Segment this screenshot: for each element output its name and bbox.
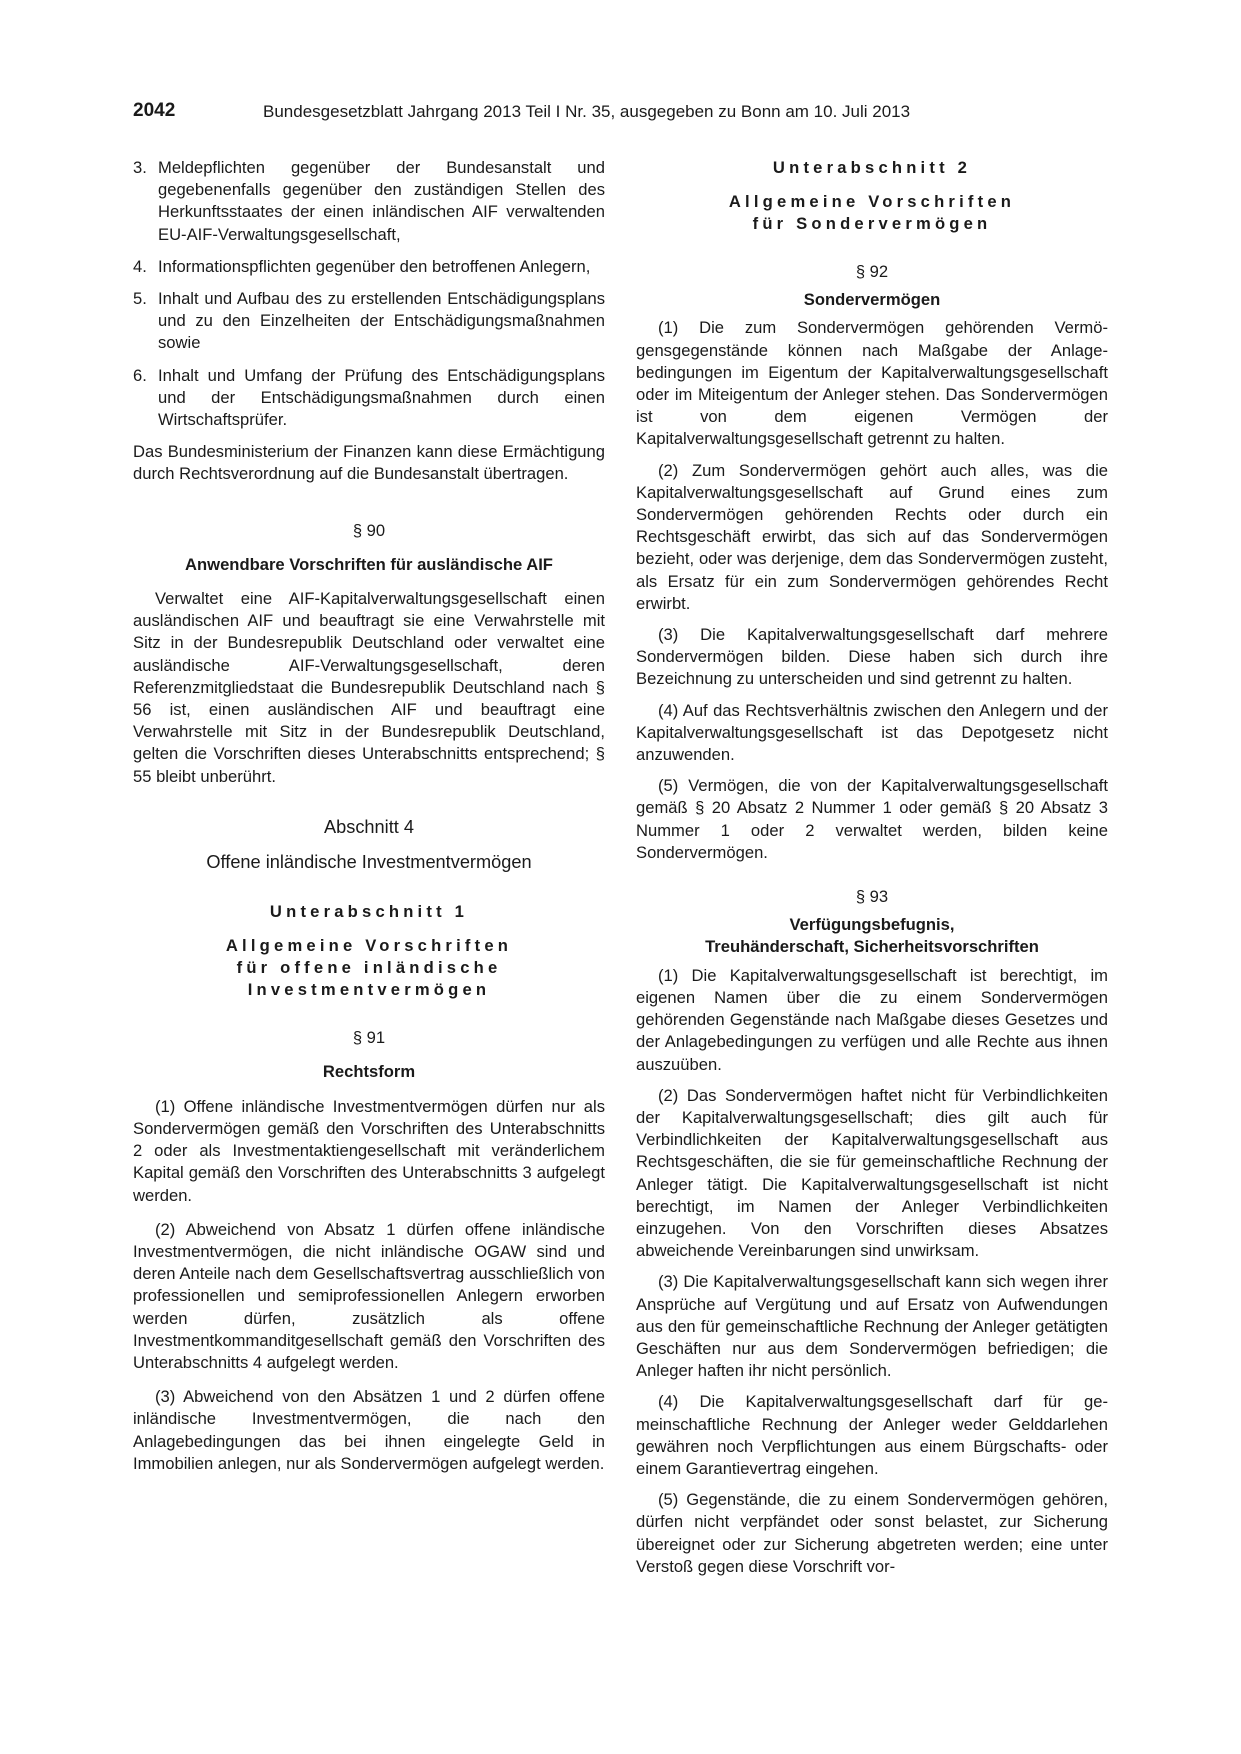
page-header — [133, 100, 1103, 130]
section-92-paragraph: (2) Zum Sondervermögen gehört auch alles, was die Kapitalverwaltungsgesellschaft auf Grund eines zum Sondervermögen gehörenden Rechts oder durch ein Rechtsgeschäft erwirbt, das sich auf das Sondervermögen bezieht, oder was derjenige, dem das Sondervermögen zusteht, als Ersatz für ein zum Sondervermögen gehörendes Recht erwirbt. — [636, 460, 1108, 613]
abschnitt-title: Offene inländische Investmentvermögen — [206, 852, 532, 873]
list-item — [133, 256, 605, 278]
page-number: 2042 — [133, 100, 176, 121]
unterabschnitt-1-title-line-2: für offene inländische — [236, 958, 502, 978]
section-92-paragraph: (1) Die zum Sondervermögen gehörenden Vermögensgegenstände können nach Maßgabe der Anlagebedingungen im Eigentum der Kapitalverwaltungsgesellschaft oder im Miteigentum der Anleger stehen. Das Sondervermögen ist von dem eigenen Vermögen der Kapitalverwaltungsgesellschaft getrennt zu halten. — [636, 318, 1108, 449]
section-93-paragraph: (4) Die Kapitalverwaltungsgesellschaft darf für gemeinschaftliche Rechnung der Anleger weder Gelddarlehen gewähren noch Verpflichtungen aus einem Bürgschafts- oder einem Garantievertrag eingehen. — [636, 1392, 1108, 1478]
list-item-text: Inhalt und Umfang der Prüfung des Entschädigungsplans und der Entschädigungsmaßnahmen durch einen Wirtschaftsprüfer. — [158, 365, 605, 430]
running-title: Bundesgesetzblatt Jahrgang 2013 Teil I Nr. 35, ausgegeben zu Bonn am 10. Juli 2013 — [263, 102, 911, 121]
list-item — [133, 365, 605, 432]
section-90-text: Verwaltet eine AIF-Kapitalverwaltungsgesellschaft einen ausländischen AIF und beauftragt sie eine Verwahrstelle mit Sitz in der Bundesrepublik Deutschland oder verwaltet eine ausländische AIF-Verwaltungsgesellschaft, deren Referenzmitgliedstaat die Bundesrepublik Deutschland nach § 56 ist, einen ausländischen AIF und beauftragt eine Verwahrstelle mit Sitz in der Bundesrepublik Deutschland, gelten die Vorschriften dieses Unterabschnitts entsprechend; § 55 bleibt unberührt. — [133, 589, 605, 786]
unterabschnitt-2-title-line-1: Allgemeine Vorschriften — [728, 192, 1016, 211]
unterabschnitt-1-title-line-1: Allgemeine Vorschriften — [225, 936, 513, 956]
right-column — [636, 157, 1108, 1587]
list-item-text: Informationspflichten gegenüber den betroffenen Anlegern, — [158, 256, 591, 276]
section-93-number: § 93 — [855, 887, 889, 907]
section-91-title: Rechtsform — [322, 1062, 416, 1082]
list-item — [133, 157, 605, 246]
section-92-number: § 92 — [855, 262, 889, 281]
section-91-paragraph: (2) Abweichend von Absatz 1 dürfen offene inländische Investmentvermögen, die nicht inländische OGAW sind und deren Anteile nach dem Gesellschaftsvertrag ausschließlich von professionellen und semiprofessionellen Anlegern erworben werden dürfen, zusätzlich als offene Investmentkommanditgesellschaft gemäß den Vorschriften des Unterabschnitts 4 aufgelegt werden. — [133, 1219, 605, 1372]
list-item-number: 5. — [133, 289, 147, 309]
section-93-title-line-1: Verfügungsbefugnis, — [789, 915, 955, 935]
section-92-paragraph: (3) Die Kapitalverwaltungsgesellschaft darf mehrere Sondervermögen bilden. Diese haben sich durch ihre Bezeichnung zu unterscheiden und sind getrennt zu halten. — [636, 625, 1108, 689]
abschnitt-heading: Abschnitt 4 — [324, 816, 414, 837]
unterabschnitt-2-title-line-2: für Sondervermögen — [752, 214, 992, 233]
section-90-title: Anwendbare Vorschriften für ausländische AIF — [185, 554, 553, 574]
list-item-number: 3. — [133, 158, 147, 177]
list-item-text: Meldepflichten gegenüber der Bundesanstalt und gegebenenfalls gegenüber den zuständigen Stellen des Herkunftsstaates der einen inländischen AIF verwaltenden EU-AIF-Verwaltungsgesellschaft, — [158, 158, 605, 244]
list-item — [133, 288, 605, 355]
unterabschnitt-2-heading: Unterabschnitt 2 — [772, 158, 972, 177]
delegation-items-list — [133, 157, 605, 431]
section-91-paragraph: (3) Abweichend von den Absätzen 1 und 2 dürfen offene inländische Investmentvermögen, die nach den Anlagebedingungen das bei ihnen eingelegte Geld in Immobilien anlegen, nur als Sondervermögen aufgelegt werden. — [133, 1387, 605, 1473]
section-91-paragraph: (1) Offene inländische Investmentvermögen dürfen nur als Sondervermögen gemäß den Vorschriften des Unterabschnitts 2 oder als Investmentaktiengesellschaft mit veränderlichem Kapital gemäß den Vorschriften des Unterabschnitts 3 aufgelegt werden. — [133, 1096, 605, 1205]
list-item-number: 4. — [133, 256, 147, 276]
unterabschnitt-1-heading: Unterabschnitt 1 — [269, 902, 469, 922]
section-91-number: § 91 — [352, 1028, 386, 1048]
section-93-paragraph: (1) Die Kapitalverwaltungsgesellschaft ist berechtigt, im eigenen Namen über die zu einem Sondervermögen gehörenden Gegenstände nach Maßgabe dieses Gesetzes und der Anlagebedingungen zu verfügen und alle Rechte aus ihnen auszuüben. — [636, 965, 1108, 1074]
delegation-paragraph: Das Bundesministerium der Finanzen kann diese Ermächtigung durch Rechtsverordnung auf die Bundesanstalt übertragen. — [133, 442, 605, 484]
list-item-text: Inhalt und Aufbau des zu erstellenden Entschädigungsplans und zu den Einzelheiten der Entschädigungsmaßnahmen sowie — [158, 289, 605, 353]
section-93-paragraph: (5) Gegenstände, die zu einem Sondervermögen gehören, dürfen nicht verpfändet oder sonst belastet, zur Sicherung übereignet oder zur Sicherung abgetreten werden; eine unter Verstoß gegen diese Vorschrift vor- — [636, 1490, 1108, 1576]
section-92-paragraph: (5) Vermögen, die von der Kapitalverwaltungsgesellschaft gemäß § 20 Absatz 2 Nummer 1 oder gemäß § 20 Absatz 3 Nummer 1 oder 2 verwaltet werden, bilden keine Sondervermögen. — [636, 776, 1108, 862]
list-item-number: 6. — [133, 365, 147, 385]
unterabschnitt-1-title-line-3: Investmentvermögen — [247, 980, 491, 1000]
section-93-title-line-2: Treuhänderschaft, Sicherheitsvorschriften — [705, 937, 1039, 957]
section-90-number: § 90 — [352, 520, 386, 540]
section-92-title: Sondervermögen — [803, 290, 941, 310]
section-92-paragraph: (4) Auf das Rechtsverhältnis zwischen den Anlegern und der Kapitalverwaltungsgesellschaft ist das Depotgesetz nicht anzuwenden. — [636, 700, 1108, 765]
left-column — [133, 157, 605, 1484]
section-93-paragraph: (2) Das Sondervermögen haftet nicht für Verbindlichkeiten der Kapitalverwaltungsgesellschaft; dies gilt auch für Verbindlichkeiten der Kapitalverwaltungsgesellschaft aus Rechtsgeschäften, die sie für gemeinschaftliche Rechnung der Anleger tätigt. Die Kapitalverwaltungsgesellschaft ist nicht berechtigt, im Namen der Anleger Verbindlichkeiten einzugehen. Von den Vorschriften dieses Absatzes abweichende Vereinbarungen sind unwirksam. — [636, 1085, 1108, 1261]
section-93-paragraph: (3) Die Kapitalverwaltungsgesellschaft kann sich wegen ihrer Ansprüche auf Vergütung und auf Ersatz von Aufwendungen aus den für gemeinschaftliche Rechnung der Anleger getätigten Geschäften nur aus dem Sondervermögen befriedigen; die Anleger haften ihr nicht persönlich. — [636, 1272, 1108, 1381]
